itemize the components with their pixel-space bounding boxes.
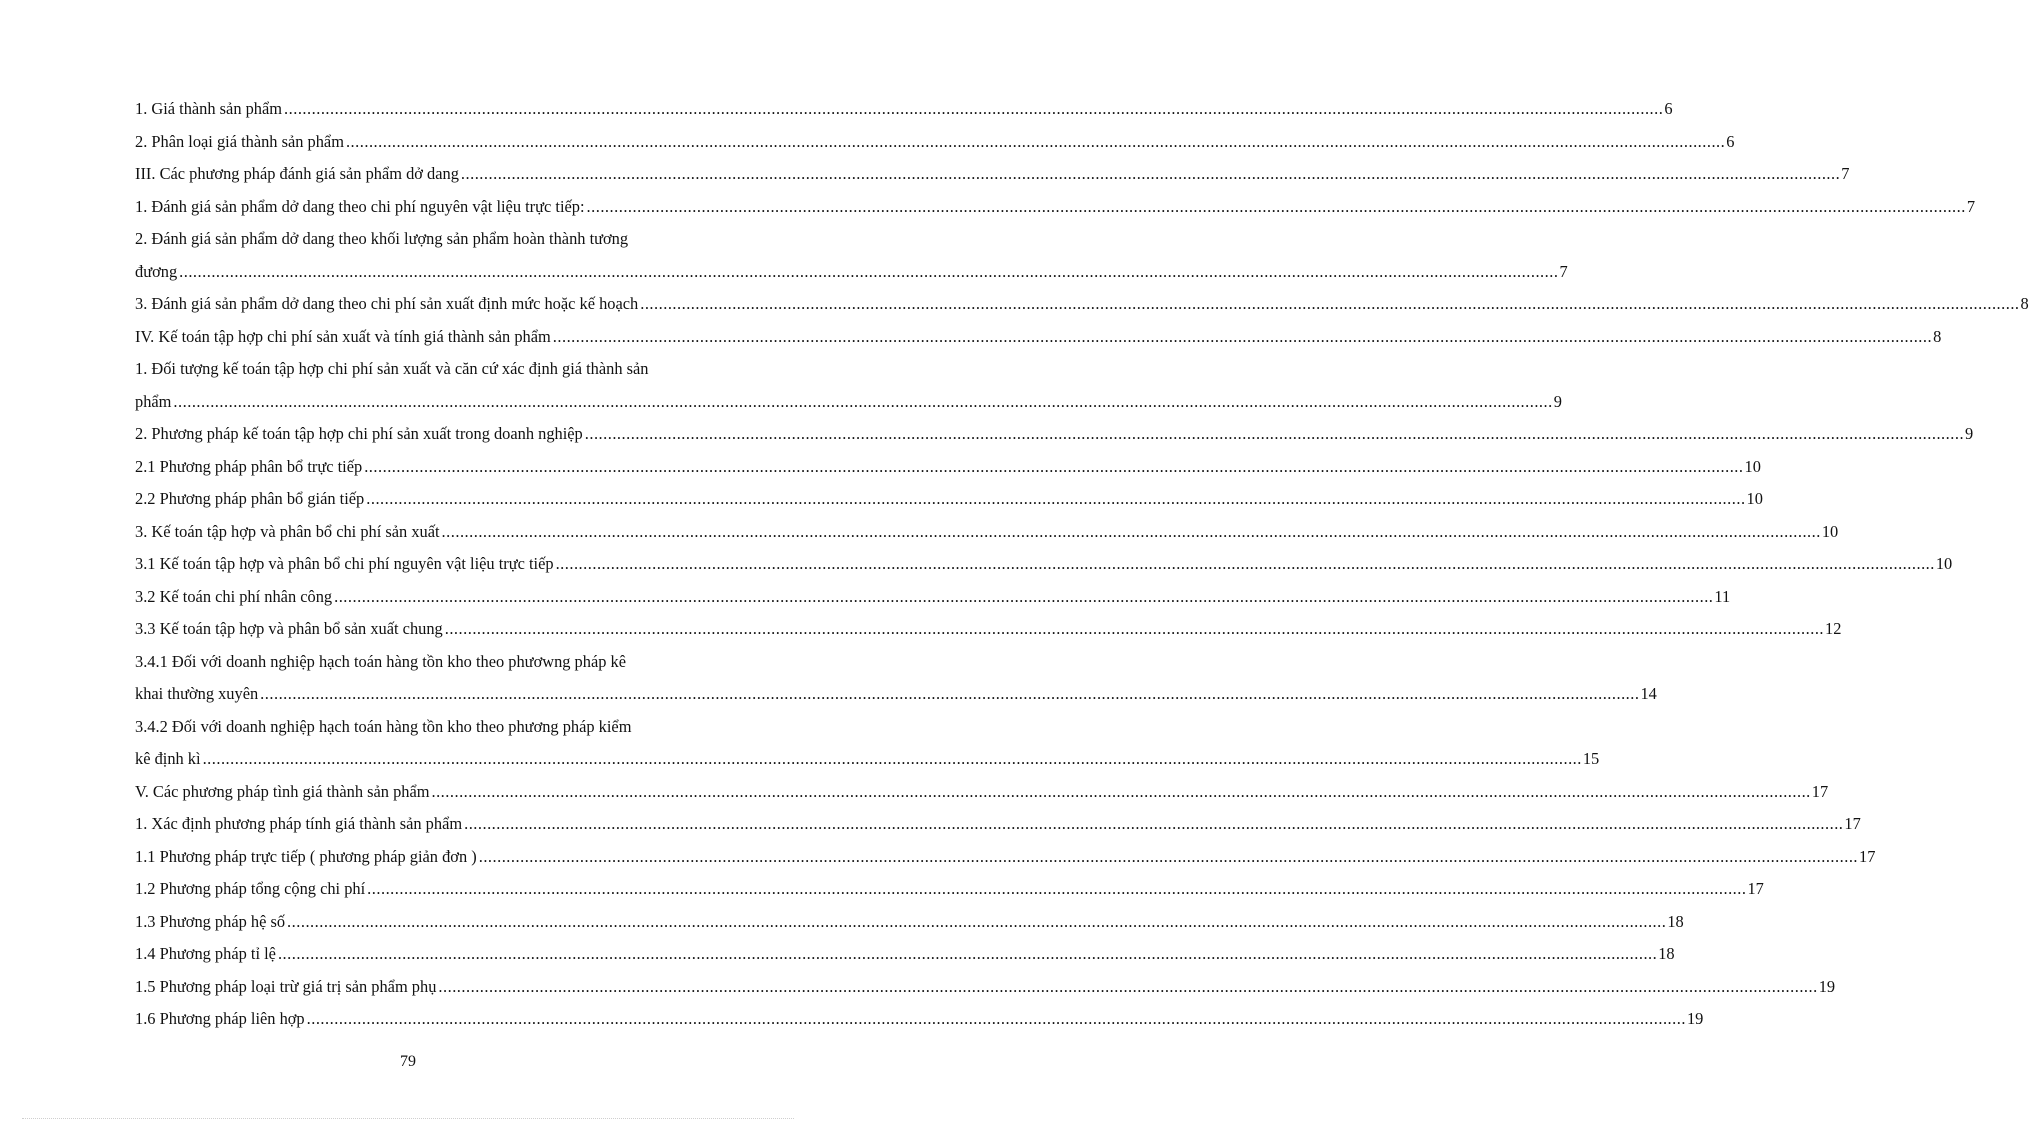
toc-entry-title: 1. Đối tượng kế toán tập hợp chi phí sản xuất và căn cứ xác định giá thành sản <box>135 359 649 378</box>
toc-page-number: 10 <box>1821 521 1839 541</box>
toc-dot-leader: ............................................................................................................................................................................................................................................................................................................ <box>334 586 1714 606</box>
toc-entry <box>135 1003 1704 1036</box>
toc-dot-leader: ............................................................................................................................................................................................................................................................................................................ <box>367 879 1747 898</box>
toc-entry <box>135 906 1684 939</box>
toc-entry <box>135 158 1850 191</box>
toc-entry-title: 3.2 Kế toán chi phí nhân công <box>135 586 333 606</box>
toc-entry <box>135 548 1953 581</box>
toc-dot-leader: ............................................................................................................................................................................................................................................................................................................ <box>640 294 2020 313</box>
toc-page-number: 19 <box>1686 1009 1704 1028</box>
toc-entry-title: 2. Phân loại giá thành sản phẩm <box>135 131 344 151</box>
toc-dot-leader: ............................................................................................................................................................................................................................................................................................................ <box>584 424 1965 443</box>
toc-entry <box>135 288 2029 321</box>
toc-dot-leader: ............................................................................................................................................................................................................................................................................................................ <box>478 846 1859 866</box>
toc-dot-leader: ............................................................................................................................................................................................................................................................................................................ <box>555 554 1935 573</box>
toc-page-number: 10 <box>1746 489 1763 508</box>
toc-dot-leader: ............................................................................................................................................................................................................................................................................................................ <box>444 619 1825 638</box>
toc-page-number: 14 <box>1640 684 1657 703</box>
toc-entry-title: khai thường xuyên <box>135 684 259 703</box>
toc-dot-leader: ............................................................................................................................................................................................................................................................................................................ <box>441 521 1821 541</box>
toc-entry-title: đương <box>135 261 178 281</box>
toc-entry-title: 3.1 Kế toán tập hợp và phân bổ chi phí nguyên vật liệu trực tiếp <box>135 554 554 573</box>
toc-entry <box>135 938 1675 971</box>
toc-entry-title: 1.3 Phương pháp hệ số <box>135 911 286 931</box>
toc-page-number: 8 <box>1933 326 1942 346</box>
toc-entry <box>135 418 1974 451</box>
toc-page-number: 7 <box>1966 196 1976 216</box>
toc-dot-leader: ............................................................................................................................................................................................................................................................................................................ <box>438 976 1818 996</box>
toc-page-number: 18 <box>1667 911 1684 931</box>
toc-entry-title: V. Các phương pháp tình giá thành sản phẩm <box>135 781 430 801</box>
toc-entry <box>135 613 1842 646</box>
toc-entry-title: 1.4 Phương pháp tỉ lệ <box>135 944 276 963</box>
toc-dot-leader: ............................................................................................................................................................................................................................................................................................................ <box>464 814 1844 833</box>
page-number: 79 <box>400 1053 416 1070</box>
toc-entry <box>135 808 1861 841</box>
toc-page-number: 7 <box>1559 261 1568 281</box>
toc-page-number: 10 <box>1935 554 1953 573</box>
toc-entry-title: 2.1 Phương pháp phân bổ trực tiếp <box>135 456 363 476</box>
toc-entry-title: 1.5 Phương pháp loại trừ giá trị sản phẩm phụ <box>135 976 437 996</box>
toc-entry-title: kê định kì <box>135 749 201 768</box>
toc-dot-leader: ............................................................................................................................................................................................................................................................................................................ <box>364 456 1744 476</box>
toc-entry-first-line <box>135 711 738 744</box>
toc-entry-first-line <box>135 646 738 679</box>
toc-entry-title: 2. Phương pháp kế toán tập hợp chi phí sản xuất trong doanh nghiệp <box>135 424 583 443</box>
toc-entry-title: 3. Đánh giá sản phẩm dở dang theo chi phí sản xuất định mức hoặc kế hoạch <box>135 294 639 313</box>
table-of-contents <box>135 93 2029 1036</box>
toc-entry-first-line <box>135 353 738 386</box>
toc-page-number: 18 <box>1658 944 1675 963</box>
toc-entry-title: 1.2 Phương pháp tổng cộng chi phí <box>135 879 366 898</box>
toc-dot-leader: ............................................................................................................................................................................................................................................................................................................ <box>366 489 1746 508</box>
toc-entry-title: 1.1 Phương pháp trực tiếp ( phương pháp giản đơn ) <box>135 846 477 866</box>
toc-page-number: 6 <box>1664 99 1673 118</box>
toc-dot-leader: ............................................................................................................................................................................................................................................................................................................ <box>179 261 1559 281</box>
toc-dot-leader: ............................................................................................................................................................................................................................................................................................................ <box>552 326 1933 346</box>
toc-entry-title: 1. Giá thành sản phẩm <box>135 99 283 118</box>
toc-dot-leader: ............................................................................................................................................................................................................................................................................................................ <box>460 164 1841 183</box>
toc-entry-first-line <box>135 223 738 256</box>
toc-dot-leader: ............................................................................................................................................................................................................................................................................................................ <box>260 684 1640 703</box>
toc-page-number: 17 <box>1811 781 1829 801</box>
toc-entry <box>135 483 1763 516</box>
toc-page-number: 15 <box>1582 749 1600 768</box>
toc-dot-leader: ............................................................................................................................................................................................................................................................................................................ <box>306 1009 1686 1028</box>
toc-entry-title: 3.4.1 Đối với doanh nghiệp hạch toán hàng tồn kho theo phươwng pháp kê <box>135 651 626 671</box>
toc-entry <box>135 321 1942 354</box>
toc-entry <box>135 256 1568 289</box>
toc-dot-leader: ............................................................................................................................................................................................................................................................................................................ <box>287 911 1667 931</box>
toc-entry-title: 2. Đánh giá sản phẩm dở dang theo khối lượng sản phẩm hoàn thành tương <box>135 229 629 248</box>
toc-page-number: 6 <box>1726 131 1735 151</box>
toc-entry-title: 3. Kế toán tập hợp và phân bổ chi phí sản xuất <box>135 521 440 541</box>
toc-entry-title: 1. Xác định phương pháp tính giá thành sản phẩm <box>135 814 463 833</box>
toc-dot-leader: ............................................................................................................................................................................................................................................................................................................ <box>202 749 1582 768</box>
toc-entry-title: III. Các phương pháp đánh giá sản phẩm dở dang <box>135 164 459 183</box>
toc-entry <box>135 873 1764 906</box>
toc-entry <box>135 581 1731 614</box>
toc-dot-leader: ............................................................................................................................................................................................................................................................................................................ <box>586 196 1966 216</box>
toc-page-number: 10 <box>1744 456 1761 476</box>
toc-page-number: 9 <box>1553 391 1562 411</box>
toc-entry <box>135 126 1735 159</box>
toc-dot-leader: ............................................................................................................................................................................................................................................................................................................ <box>431 781 1811 801</box>
toc-dot-leader: ............................................................................................................................................................................................................................................................................................................ <box>345 131 1726 151</box>
toc-dot-leader: ............................................................................................................................................................................................................................................................................................................ <box>173 391 1553 411</box>
toc-entry-title: 1.6 Phương pháp liên hợp <box>135 1009 305 1028</box>
toc-page-number: 8 <box>2020 294 2029 313</box>
toc-entry <box>135 776 1829 809</box>
toc-dot-leader: ............................................................................................................................................................................................................................................................................................................ <box>284 99 1664 118</box>
toc-page-number: 17 <box>1844 814 1861 833</box>
toc-entry <box>135 386 1562 419</box>
toc-page-number: 19 <box>1818 976 1836 996</box>
toc-page-number: 12 <box>1825 619 1842 638</box>
toc-entry-title: 3.3 Kế toán tập hợp và phân bổ sản xuất chung <box>135 619 443 638</box>
toc-entry-title: phẩm <box>135 391 172 411</box>
toc-entry <box>135 743 1600 776</box>
toc-page-number: 9 <box>1965 424 1974 443</box>
toc-entry <box>135 971 1836 1004</box>
toc-entry <box>135 841 1876 874</box>
toc-entry <box>135 191 1976 224</box>
toc-entry <box>135 678 1657 711</box>
bottom-divider <box>22 1118 794 1119</box>
toc-entry <box>135 93 1673 126</box>
toc-entry <box>135 451 1761 484</box>
toc-entry <box>135 516 1839 549</box>
toc-page-number: 7 <box>1841 164 1850 183</box>
toc-entry-title: 2.2 Phương pháp phân bổ gián tiếp <box>135 489 365 508</box>
toc-entry-title: 1. Đánh giá sản phẩm dở dang theo chi phí nguyên vật liệu trực tiếp: <box>135 196 585 216</box>
toc-entry-title: IV. Kế toán tập hợp chi phí sản xuất và tính giá thành sản phẩm <box>135 326 551 346</box>
toc-entry-title: 3.4.2 Đối với doanh nghiệp hạch toán hàng tồn kho theo phương pháp kiểm <box>135 716 632 736</box>
toc-dot-leader: ............................................................................................................................................................................................................................................................................................................ <box>277 944 1658 963</box>
toc-page-number: 11 <box>1714 586 1731 606</box>
toc-page-number: 17 <box>1747 879 1764 898</box>
toc-page-number: 17 <box>1859 846 1876 866</box>
